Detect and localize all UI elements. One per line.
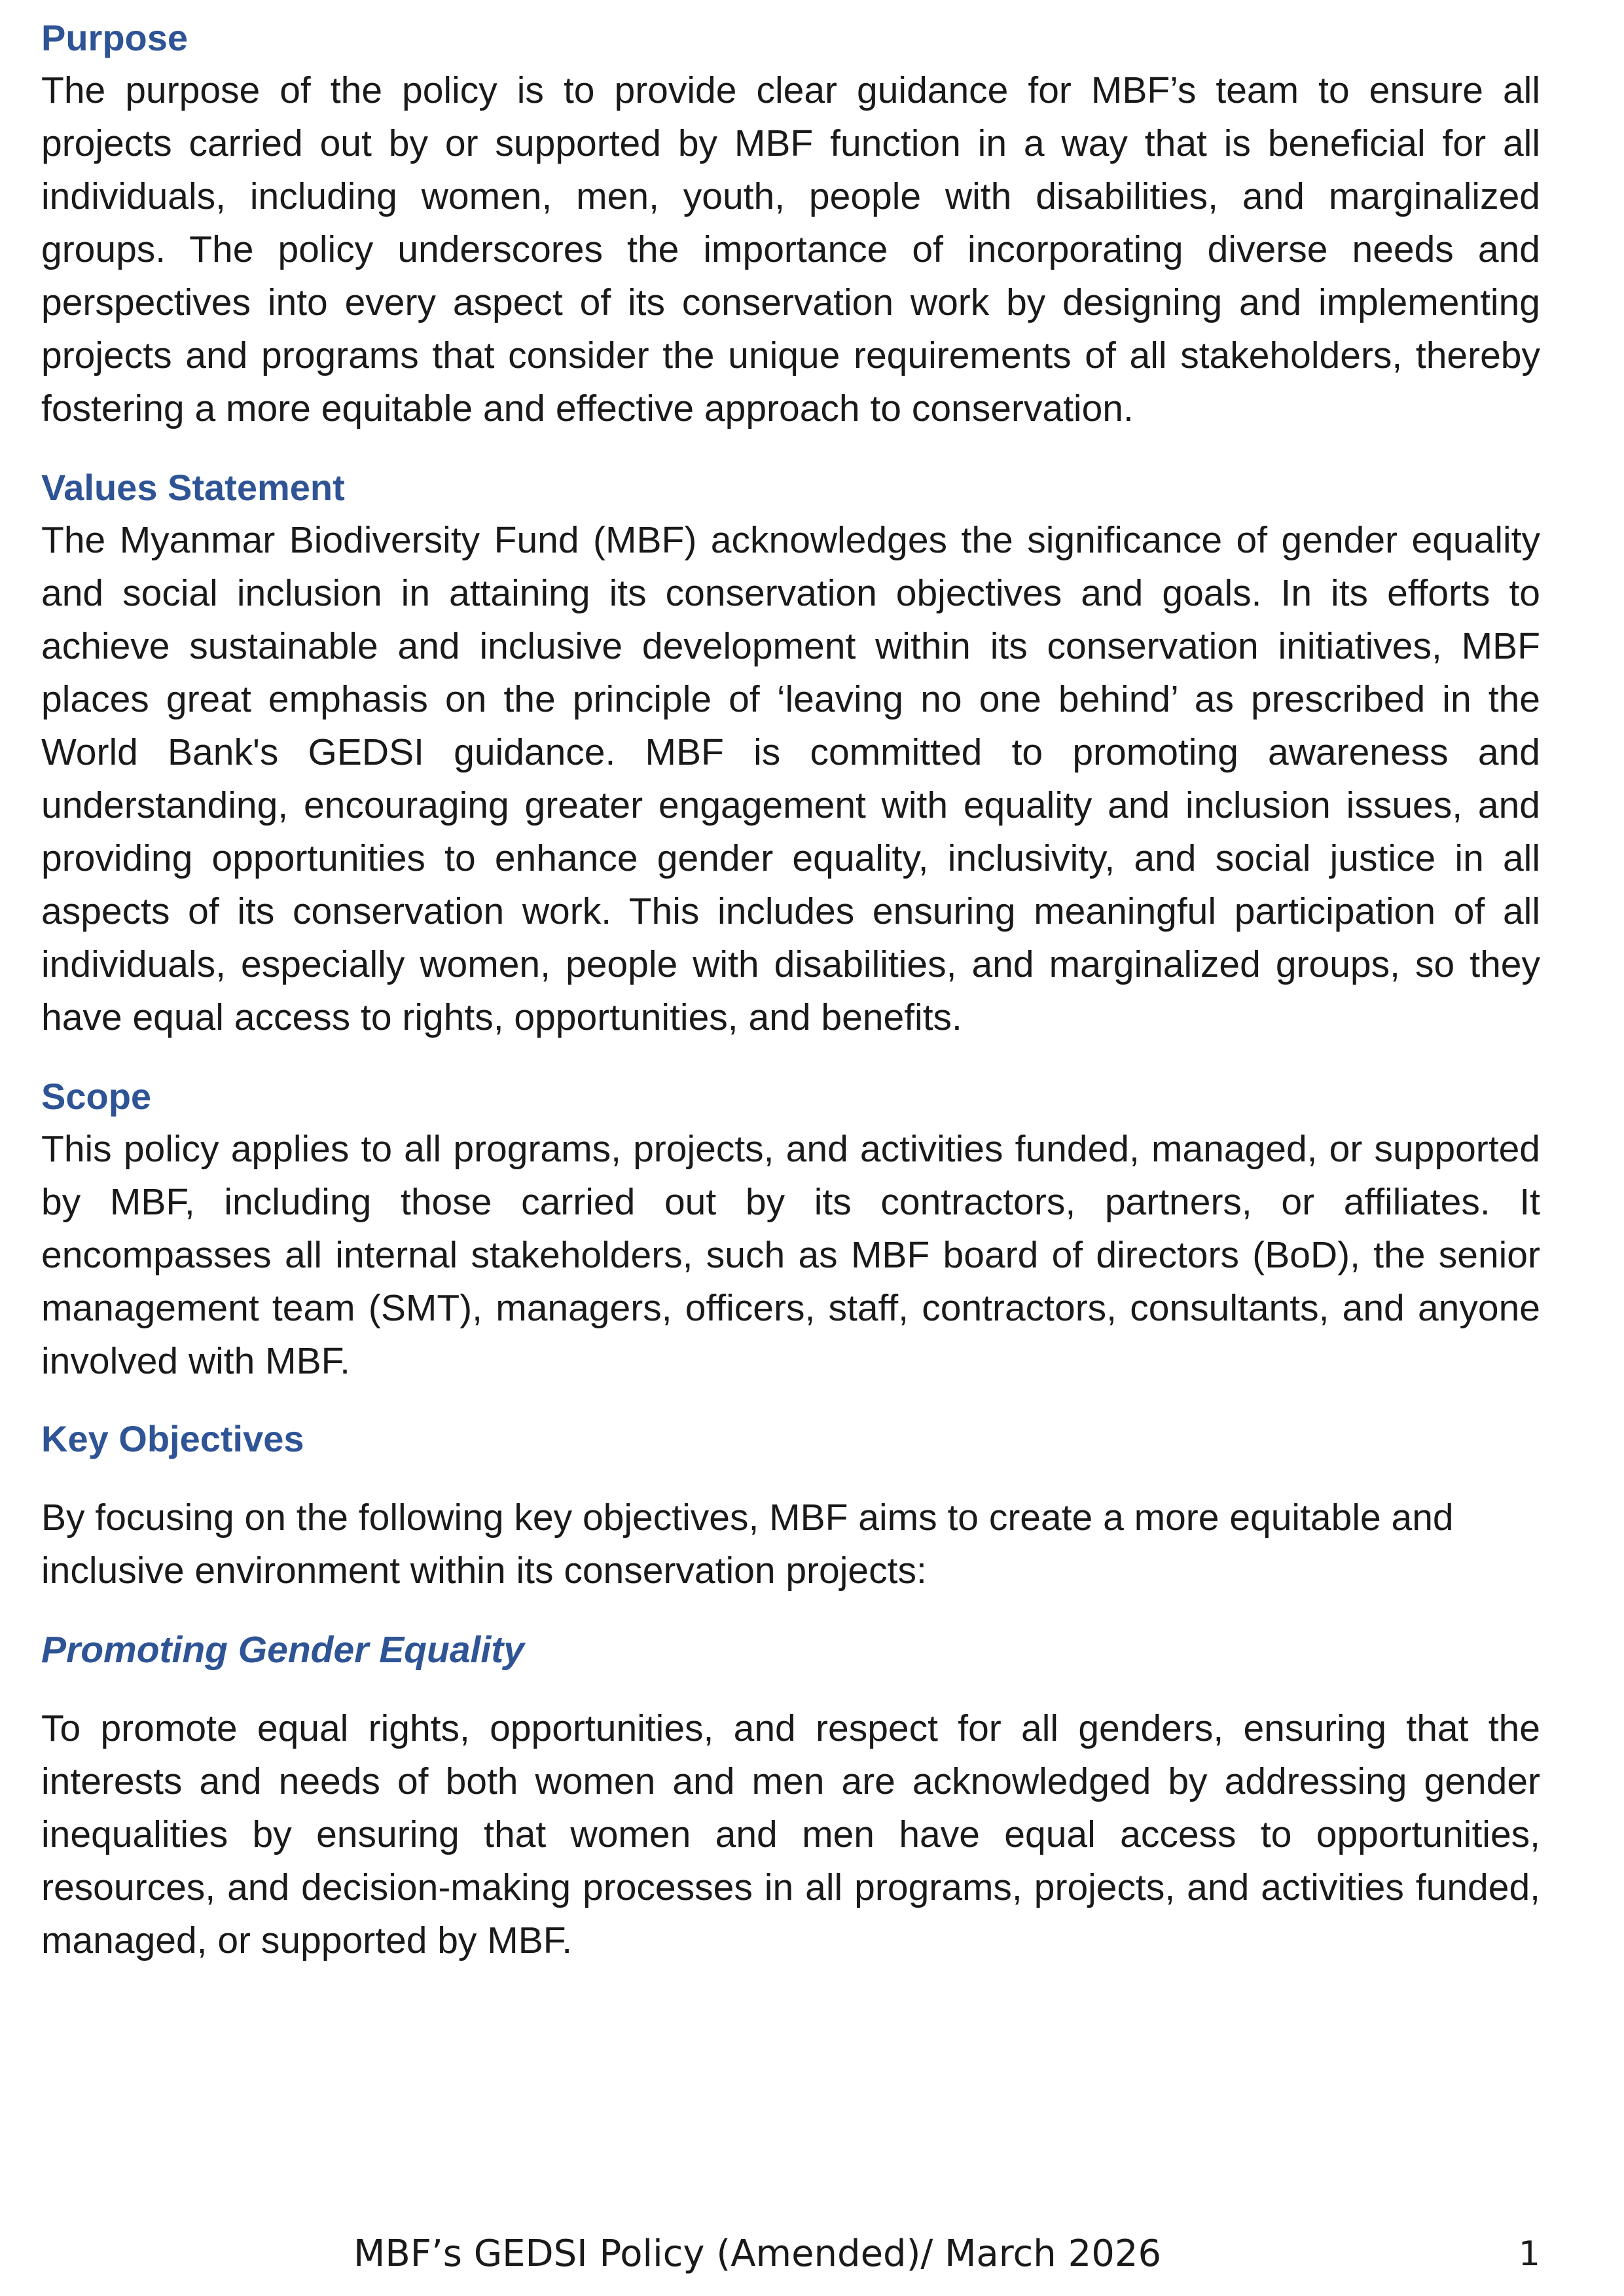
gender-equality-subheading: Promoting Gender Equality [41, 1629, 524, 1671]
scope-heading: Scope [41, 1076, 152, 1117]
purpose-section [41, 12, 1540, 435]
values-section [41, 462, 1540, 1044]
spacer [41, 1465, 1540, 1491]
objectives-section [41, 1413, 1540, 1967]
gender-equality-body: To promote equal rights, opportunities, and respect for all genders, ensuring that the interests and needs of both women and men are acknowledged by addressing gender inequalities by ensuring that women and men have equal access to opportunities, resources, and decision-making processes in all programs, projects, and activities funded, managed, or supported by MBF. [41, 1707, 1540, 1961]
scope-body: This policy applies to all programs, projects, and activities funded, managed, or supported by MBF, including those carried out by its contractors, partners, or affiliates. It encompasses all internal stakeholders, such as MBF board of directors (BoD), the senior management team (SMT), managers, officers, staff, contractors, consultants, and anyone involved with MBF. [41, 1128, 1540, 1382]
purpose-heading: Purpose [41, 17, 189, 58]
page-number: 1 [1518, 2234, 1540, 2274]
spacer [41, 1676, 1540, 1702]
objectives-intro: By focusing on the following key objectives, MBF aims to create a more equitable and inclusive environment within its conservation projects: [41, 1497, 1454, 1592]
footer-text: MBF’s GEDSI Policy (Amended)/ March 2026 [353, 2232, 1162, 2275]
scope-section [41, 1070, 1540, 1388]
document-page [41, 12, 1540, 1967]
purpose-body: The purpose of the policy is to provide clear guidance for MBF’s team to ensure all projects carried out by or supported by MBF function in a way that is beneficial for all individuals, including women, men, youth, people with disabilities, and marginalized groups. The policy underscores the importance of incorporating diverse needs and perspectives into every aspect of its conservation work by designing and implementing projects and programs that consider the unique requirements of all stakeholders, thereby fostering a more equitable and effective approach to conservation. [41, 69, 1540, 429]
spacer [41, 1388, 1540, 1413]
objectives-heading: Key Objectives [41, 1418, 304, 1459]
spacer [41, 1597, 1540, 1624]
values-body: The Myanmar Biodiversity Fund (MBF) acknowledges the significance of gender equality and social inclusion in attaining its conservation objectives and goals. In its efforts to achieve sustainable and inclusive development within its conservation initiatives, MBF places great emphasis on the principle of ‘leaving no one behind’ as prescribed in the World Bank's GEDSI guidance. MBF is committed to promoting awareness and understanding, encouraging greater engagement with equality and inclusion issues, and providing opportunities to enhance gender equality, inclusivity, and social justice in all aspects of its conservation work. This includes ensuring meaningful participation of all individuals, especially women, people with disabilities, and marginalized groups, so they have equal access to rights, opportunities, and benefits. [41, 519, 1540, 1038]
values-heading: Values Statement [41, 467, 345, 508]
spacer [41, 435, 1540, 462]
page-footer [0, 2225, 1624, 2284]
spacer [41, 1044, 1540, 1070]
